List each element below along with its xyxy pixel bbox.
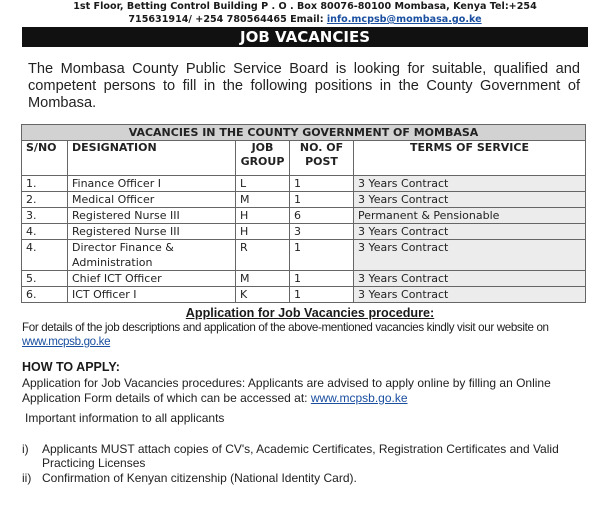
cell-terms: 3 Years Contract xyxy=(354,224,586,240)
procedure-title: Application for Job Vacancies procedure: xyxy=(185,306,435,320)
cell-job-group: K xyxy=(236,287,290,303)
header-designation: DESIGNATION xyxy=(68,141,236,176)
document-header xyxy=(0,0,610,26)
list-item-text: Confirmation of Kenyan citizenship (National Identity Card). xyxy=(42,471,357,485)
cell-job-group: L xyxy=(236,176,290,192)
cell-designation: Finance Officer I xyxy=(68,176,236,192)
cell-no-of-post: 1 xyxy=(290,271,354,287)
cell-terms: 3 Years Contract xyxy=(354,176,586,192)
table-row xyxy=(22,240,586,271)
list-item-number: i) xyxy=(22,442,29,456)
cell-designation: Director Finance & Administration xyxy=(68,240,236,271)
cell-terms: 3 Years Contract xyxy=(354,287,586,303)
cell-no-of-post: 1 xyxy=(290,287,354,303)
job-vacancies-banner: JOB VACANCIES xyxy=(22,27,588,47)
cell-sno: 5. xyxy=(22,271,68,287)
cell-designation: Registered Nurse III xyxy=(68,224,236,240)
phone-text: 715631914/ +254 780564465 Email: xyxy=(128,14,327,25)
cell-designation: ICT Officer I xyxy=(68,287,236,303)
cell-job-group: H xyxy=(236,224,290,240)
requirements-list xyxy=(22,442,590,485)
table-row xyxy=(22,208,586,224)
address-line: 1st Floor, Betting Control Building P . O . Box 80076-80100 Mombasa, Kenya Tel:+254 xyxy=(73,1,537,12)
table-row xyxy=(22,176,586,192)
important-info-heading: Important information to all applicants xyxy=(25,411,225,425)
list-item-text: Applicants MUST attach copies of CV's, Academic Certificates, Registration Certificates and Valid Practicing Licenses xyxy=(42,442,559,470)
table-row xyxy=(22,192,586,208)
cell-designation: Chief ICT Officer xyxy=(68,271,236,287)
how-to-apply-title: HOW TO APPLY: xyxy=(22,360,120,374)
cell-no-of-post: 1 xyxy=(290,192,354,208)
header-terms: TERMS OF SERVICE xyxy=(354,141,586,176)
cell-no-of-post: 3 xyxy=(290,224,354,240)
cell-sno: 6. xyxy=(22,287,68,303)
website-link[interactable]: www.mcpsb.go.ke xyxy=(22,335,111,348)
apply-website-link[interactable]: www.mcpsb.go.ke xyxy=(310,391,408,405)
email-link[interactable]: info.mcpsb@mombasa.go.ke xyxy=(326,14,482,25)
cell-sno: 1. xyxy=(22,176,68,192)
how-to-apply-description: Application for Job Vacancies procedures: Applicants are advised to apply online by filling an Online Application Form details of which can be accessed at: xyxy=(22,376,551,405)
cell-designation: Registered Nurse III xyxy=(68,208,236,224)
how-to-apply-text xyxy=(22,376,588,406)
table-row xyxy=(22,287,586,303)
header-job-group: JOB GROUP xyxy=(236,141,290,176)
cell-job-group: M xyxy=(236,271,290,287)
header-no-of-post: NO. OF POST xyxy=(290,141,354,176)
procedure-description: For details of the job descriptions and application of the above-mentioned vacancies kindly visit our website on xyxy=(22,321,549,334)
cell-job-group: M xyxy=(236,192,290,208)
cell-no-of-post: 6 xyxy=(290,208,354,224)
table-caption: VACANCIES IN THE COUNTY GOVERNMENT OF MOMBASA xyxy=(22,125,586,141)
list-item xyxy=(22,442,590,470)
intro-paragraph: The Mombasa County Public Service Board is looking for suitable, qualified and competent persons to fill in the following positions in the County Government of Mombasa. xyxy=(28,61,580,111)
list-item-number: ii) xyxy=(22,471,32,485)
cell-no-of-post: 1 xyxy=(290,240,354,271)
cell-sno: 4. xyxy=(22,240,68,271)
cell-job-group: H xyxy=(236,208,290,224)
cell-sno: 3. xyxy=(22,208,68,224)
cell-terms: 3 Years Contract xyxy=(354,192,586,208)
table-row xyxy=(22,224,586,240)
vacancies-table xyxy=(21,124,586,303)
list-item xyxy=(22,471,590,485)
cell-sno: 2. xyxy=(22,192,68,208)
table-row xyxy=(22,271,586,287)
cell-terms: 3 Years Contract xyxy=(354,271,586,287)
cell-terms: 3 Years Contract xyxy=(354,240,586,271)
cell-terms: Permanent & Pensionable xyxy=(354,208,586,224)
cell-sno: 4. xyxy=(22,224,68,240)
cell-designation: Medical Officer xyxy=(68,192,236,208)
cell-no-of-post: 1 xyxy=(290,176,354,192)
procedure-text xyxy=(22,321,592,349)
cell-job-group: R xyxy=(236,240,290,271)
header-sno: S/NO xyxy=(22,141,68,176)
contact-line xyxy=(0,13,610,26)
